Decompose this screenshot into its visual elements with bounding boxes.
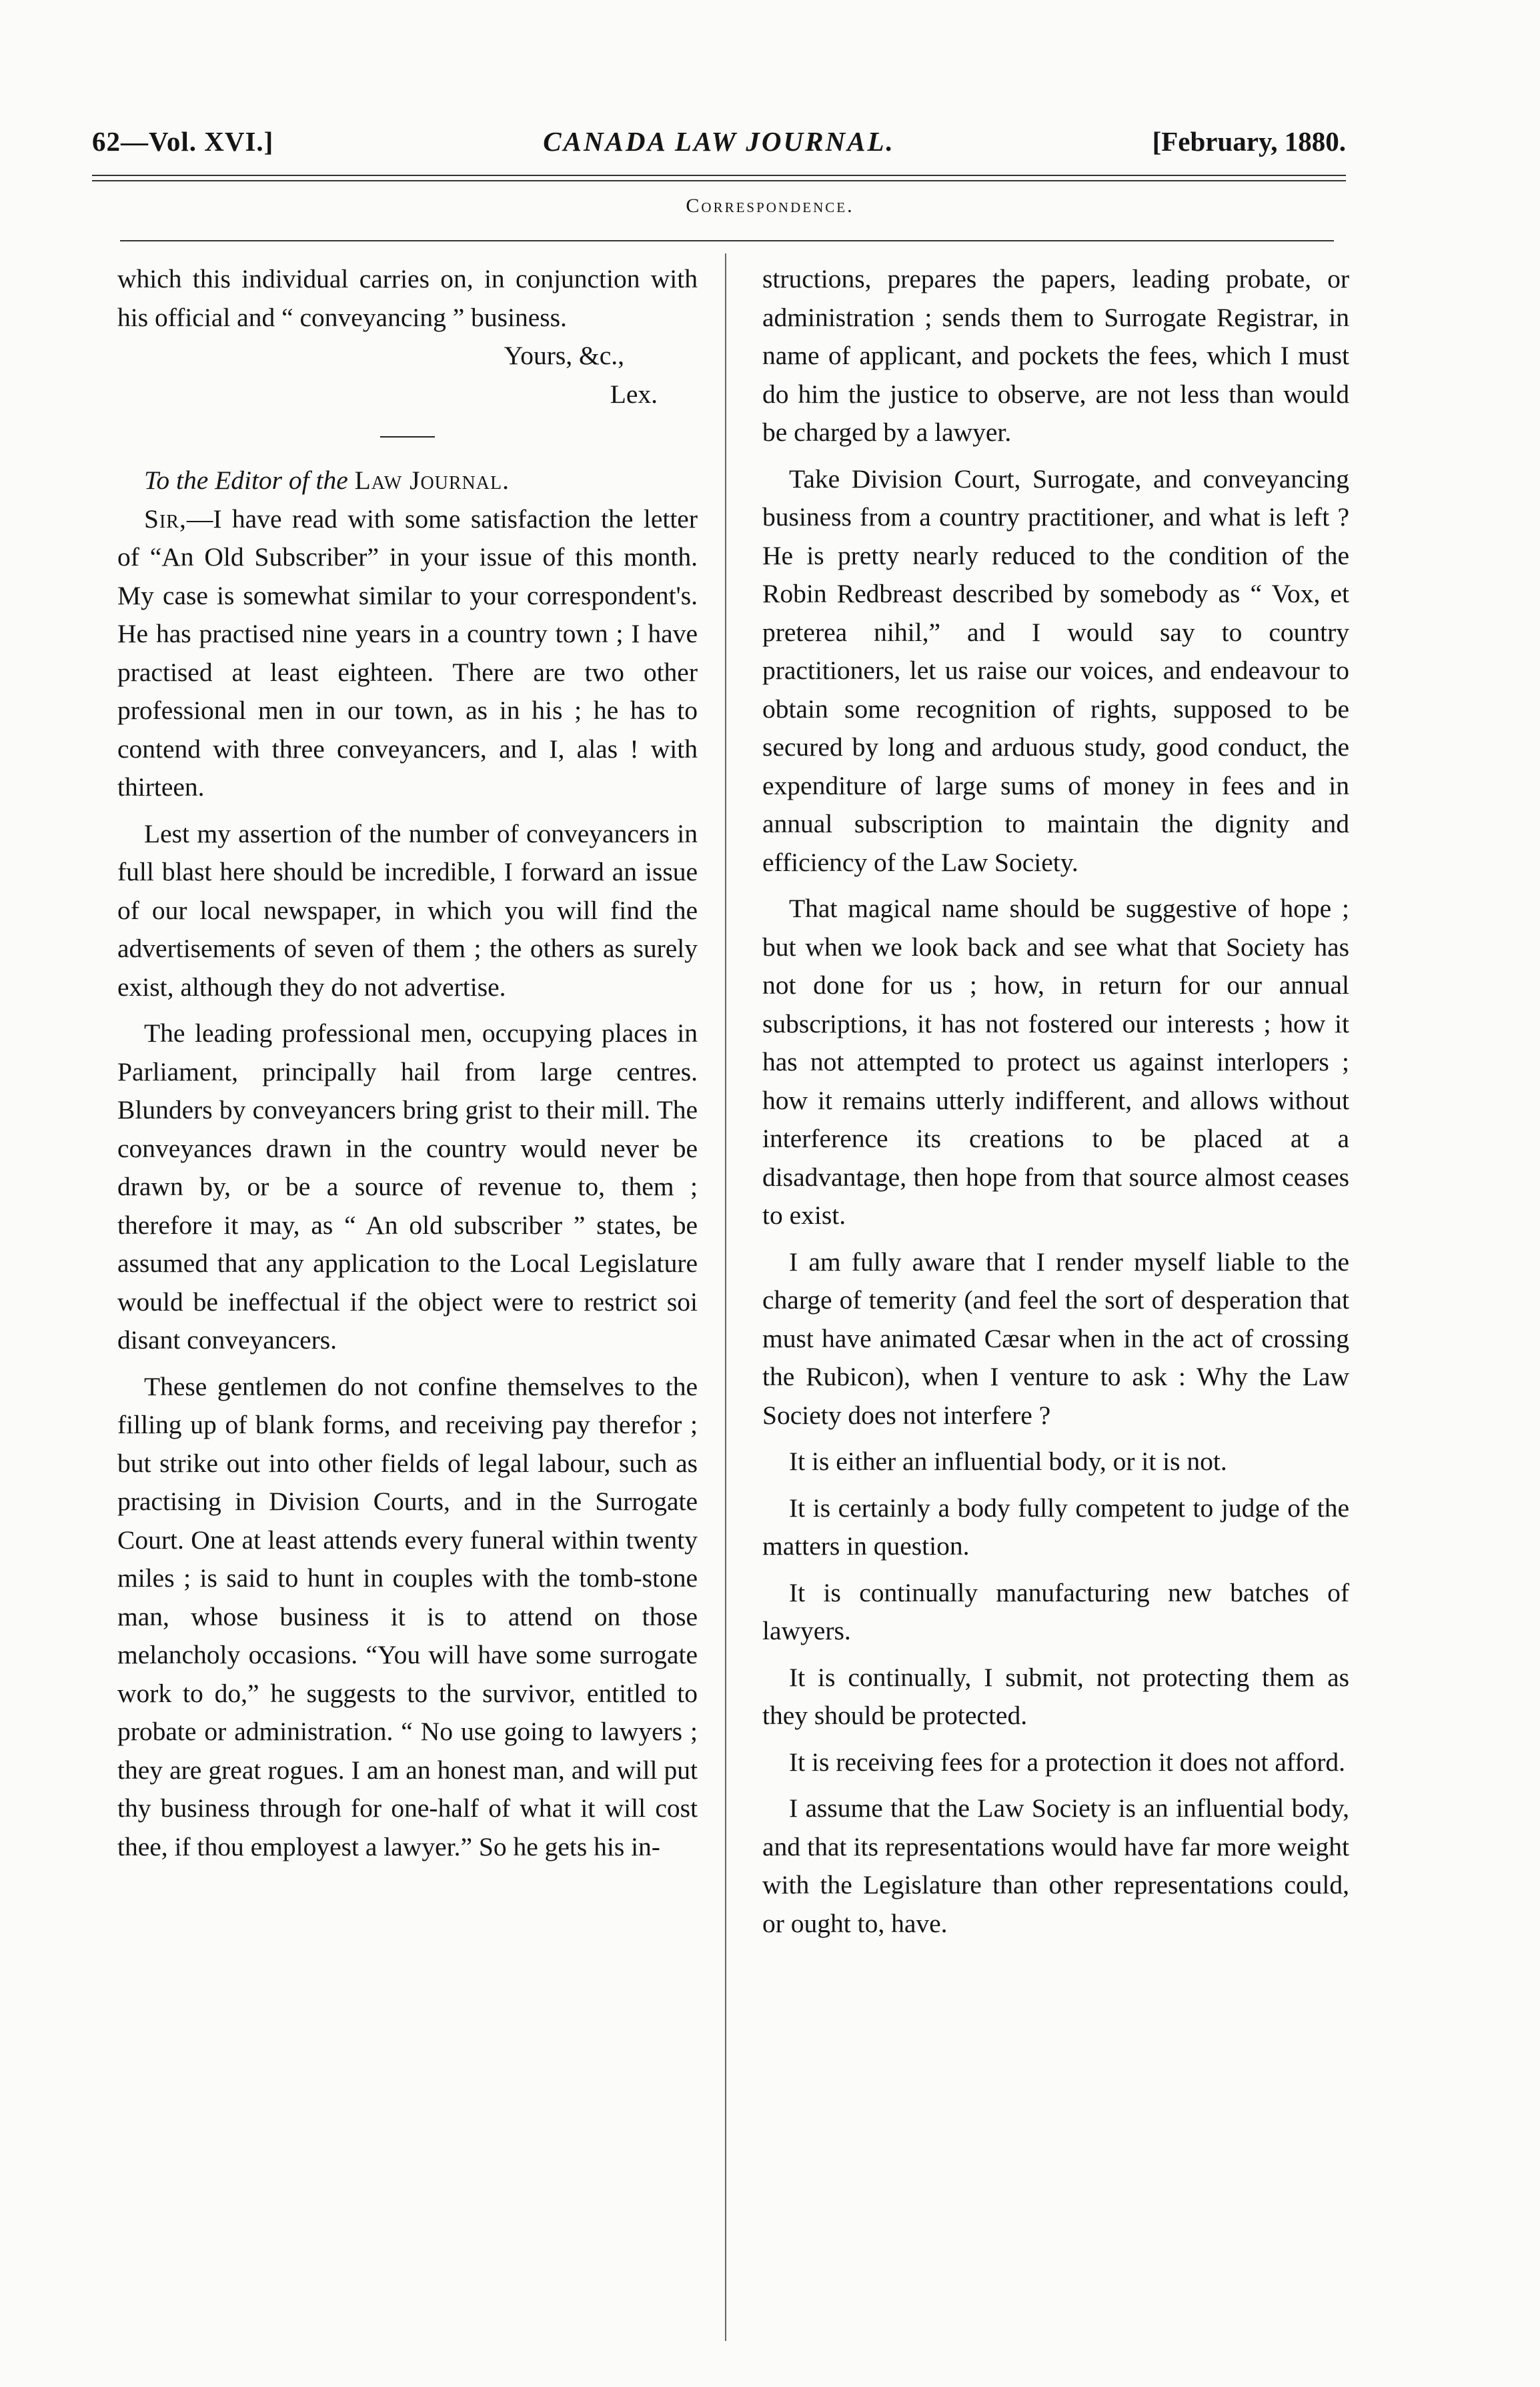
section-title: Correspondence. — [686, 195, 854, 217]
salutation: Sir, — [144, 504, 187, 534]
paragraph: It is certainly a body fully competent to judge of the matters in question. — [762, 1493, 1349, 1561]
page-volume-label: 62—Vol. XVI.] — [92, 126, 274, 157]
paragraph: Take Division Court, Surrogate, and conveyancing business from a country practitioner, and what is left ? He is pretty nearly reduced to the condition of the Robin Redbreast described by somebody as “ Vox, et preterea nihil,” and I would say to country practitioners, let us raise our voices, and endeavour to obtain some recognition of rights, supposed to be secured by long and arduous study, good conduct, the expenditure of large sums of money in fees and in annual subscription to maintain the dignity and efficiency of the Law Society. — [762, 464, 1349, 877]
paragraph: I assume that the Law Society is an influential body, and that its representations would have far more weight with the Legislature than other representations could, or ought to, have. — [762, 1793, 1349, 1938]
paragraph: The leading professional men, occupying places in Parliament, principally hail from large centres. Blunders by conveyancers bring grist to their mill. The conveyances drawn in the country would never be drawn by, or be a source of revenue to, them ; therefore it may, as “ An old subscriber ” states, be assumed that any application to the Local Legislature would be ineffectual if the object were to restrict soi disant conveyancers. — [117, 1018, 698, 1355]
signature-closing: Yours, &c., — [504, 341, 624, 370]
address-prefix: To the Editor of the — [144, 466, 348, 495]
issue-date: [February, 1880. — [1152, 126, 1346, 157]
paragraph: That magical name should be suggestive of hope ; but when we look back and see what that Society has not done for us ; how, in return for our annual subscriptions, it has not fostered our interests ; how it has not attempted to protect us against interlopers ; how it remains utterly indifferent, and allows without interference its creations to be placed at a disadvantage, then hope from that source almost ceases to exist. — [762, 894, 1349, 1230]
left-column — [117, 260, 698, 2341]
running-header — [92, 125, 1346, 165]
paragraph: which this individual carries on, in conjunction with his official and “ conveyancing ” business. — [117, 264, 698, 332]
paragraph: structions, prepares the papers, leading probate, or administration ; sends them to Surrogate Registrar, in name of applicant, and pockets the fees, which I must do him the justice to observe, are not less than would be charged by a lawyer. — [762, 264, 1349, 447]
paragraph: Lest my assertion of the number of conveyancers in full blast here should be incredible, I forward an issue of our local newspaper, in which you will find the advertisements of seven of them ; the others as surely exist, although they do not advertise. — [117, 818, 698, 1002]
paragraph: These gentlemen do not confine themselves to the filling up of blank forms, and receiving pay therefor ; but strike out into other fields of legal labour, such as practising in Division Courts, and in the Surrogate Court. One at least attends every funeral within twenty miles ; is said to hunt in couples with the tomb-stone man, whose business it is to attend on those melancholy occasions. “You will have some surrogate work to do,” he suggests to the survivor, entitled to probate or administration. “ No use going to lawyers ; they are great rogues. I am an honest man, and will put thy business through for one-half of what it will cost thee, if thou employest a lawyer.” So he gets his in- — [117, 1371, 698, 1861]
paragraph: It is continually manufacturing new batches of lawyers. — [762, 1577, 1349, 1645]
journal-title: CANADA LAW JOURNAL. — [543, 126, 895, 157]
paragraph — [117, 500, 698, 807]
paragraph: It is either an influential body, or it is not. — [789, 1447, 1227, 1476]
address-name: Law Journal. — [354, 466, 510, 495]
letter-separator — [380, 436, 435, 438]
letter-address — [117, 462, 698, 500]
signature-name: Lex. — [610, 379, 658, 409]
right-column — [762, 260, 1349, 2341]
paragraph-text: —I have read with some satisfaction the letter of “An Old Subscriber” in your issue of this month. My case is somewhat similar to your correspondent's. He has practised nine years in a country town ; I have practised at least eighteen. There are two other professional men in our town, as in his ; he has to contend with three conveyancers, and I, alas ! with thirteen. — [117, 504, 698, 802]
column-divider — [725, 253, 726, 2341]
paragraph: It is continually, I submit, not protecting them as they should be protected. — [762, 1662, 1349, 1730]
paragraph: I am fully aware that I render myself liable to the charge of temerity (and feel the sort of desperation that must have animated Cæsar when in the act of crossing the Rubicon), when I venture to ask : Why the Law Society does not interfere ? — [762, 1247, 1349, 1430]
section-rule — [120, 240, 1334, 241]
header-double-rule — [92, 175, 1346, 181]
paragraph: It is receiving fees for a protection it does not afford. — [789, 1747, 1345, 1777]
